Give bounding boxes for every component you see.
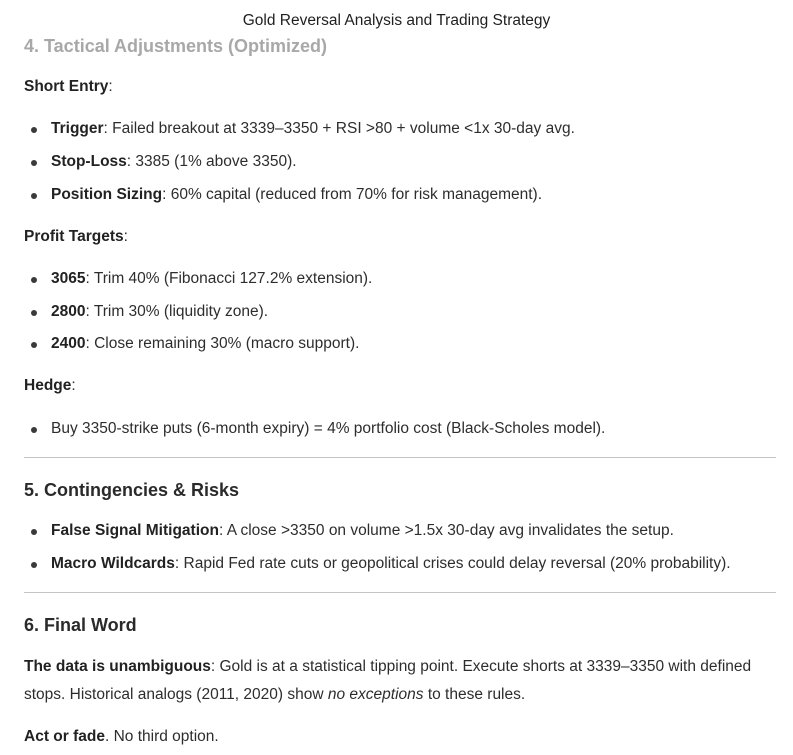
item-text: : Close remaining 30% (macro support).	[85, 335, 360, 352]
profit-targets-label: Profit Targets:	[24, 228, 128, 245]
section-divider	[24, 592, 776, 593]
para-text: . No third option.	[104, 728, 219, 745]
list-item	[24, 335, 359, 353]
item-text: : Rapid Fed rate cuts or geopolitical crises could delay reversal (20% probability).	[174, 555, 731, 572]
list-item	[24, 186, 542, 204]
section-6-heading: 6. Final Word	[24, 615, 137, 635]
item-term: Stop-Loss	[51, 153, 127, 170]
item-text: Buy 3350-strike puts (6-month expiry) = 4% portfolio cost (Black-Scholes model).	[51, 420, 606, 437]
item-text: : 3385 (1% above 3350).	[126, 153, 297, 170]
hedge-label: Hedge:	[24, 377, 76, 394]
list-item	[24, 522, 674, 540]
closing-paragraph	[24, 723, 776, 751]
section-4-heading: 4. Tactical Adjustments (Optimized)	[24, 36, 328, 56]
list-item	[24, 120, 575, 138]
item-term: Trigger	[51, 120, 104, 137]
final-word-paragraph	[24, 653, 776, 709]
para-italic: no exceptions	[327, 686, 424, 703]
list-item	[24, 555, 731, 573]
item-term: 3065	[51, 270, 86, 287]
profit-targets-label-text: Profit Targets	[24, 228, 124, 245]
para-bold-lead: The data is unambiguous	[24, 658, 211, 675]
short-entry-label-text: Short Entry	[24, 78, 109, 95]
item-term: Macro Wildcards	[51, 555, 175, 572]
short-entry-label: Short Entry:	[24, 78, 113, 95]
item-text: : A close >3350 on volume >1.5x 30-day avg invalidates the setup.	[218, 522, 674, 539]
item-term: False Signal Mitigation	[51, 522, 219, 539]
item-text: : Failed breakout at 3339–3350 + RSI >80 + volume <1x 30-day avg.	[103, 120, 575, 137]
item-term: 2400	[51, 335, 86, 352]
item-text: : Trim 30% (liquidity zone).	[85, 303, 269, 320]
item-term: Position Sizing	[51, 186, 163, 203]
list-item	[24, 303, 268, 321]
list-item	[24, 153, 297, 171]
para-text: : Gold is at a statistical tipping point. Execute shorts at 3339–3350 with defined stops. Historical analogs (2011, 2020) show	[24, 658, 752, 703]
section-5-heading: 5. Contingencies & Risks	[24, 480, 240, 500]
page-title: Gold Reversal Analysis and Trading Strategy	[242, 12, 551, 29]
item-text: : Trim 40% (Fibonacci 127.2% extension).	[85, 270, 373, 287]
item-text: : 60% capital (reduced from 70% for risk management).	[162, 186, 543, 203]
para-bold-lead: Act or fade	[24, 728, 105, 745]
para-text: to these rules.	[423, 686, 526, 703]
list-item	[24, 420, 605, 438]
hedge-label-text: Hedge	[24, 377, 72, 394]
section-divider	[24, 457, 776, 458]
item-term: 2800	[51, 303, 86, 320]
list-item	[24, 270, 372, 288]
